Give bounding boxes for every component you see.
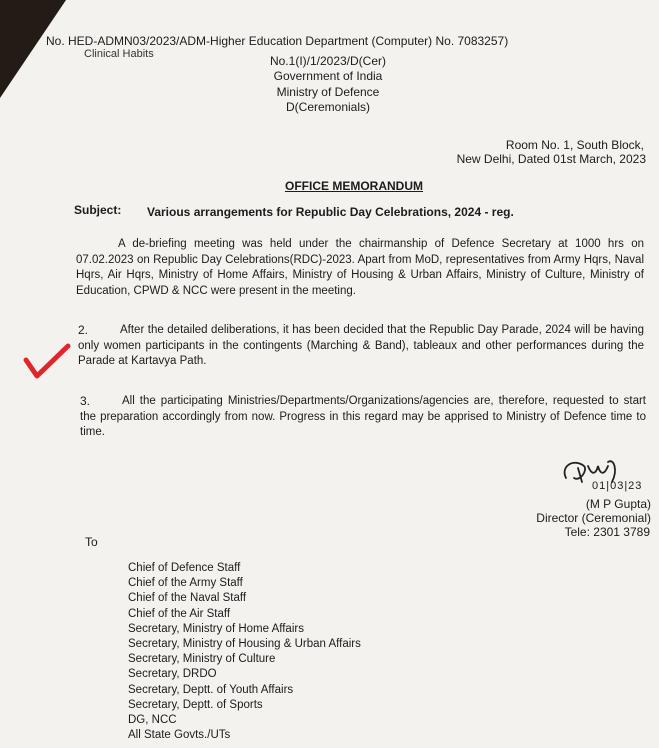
recipient-item: Secretary, Deptt. of Youth Affairs [128,683,294,696]
paragraph-2 [78,323,644,370]
division-heading: D(Ceremonials) [285,100,371,114]
paragraph-1 [76,237,644,299]
ministry-heading: Ministry of Defence [276,85,380,99]
file-number-line: No. HED-ADMN03/2023/ADM-Higher Education Department (Computer) No. 7083257) [46,34,509,48]
recipient-item: Chief of the Army Staff [128,577,243,590]
signatory-name: (M P Gupta) [585,497,651,511]
recipient-item: Chief of the Naval Staff [128,592,247,605]
government-heading: Government of India [273,69,383,83]
recipient-list [128,561,361,743]
subject-label: Subject: [74,203,122,217]
recipient-item: Secretary, Ministry of Culture [128,653,276,666]
recipient-item: Secretary, DRDO [128,668,217,681]
paragraph-3-number: 3. [80,394,91,408]
recipient-item: Chief of Defence Staff [128,562,241,574]
paragraph-2-number: 2. [78,323,89,337]
recipient-item: All State Govts./UTs [128,729,231,742]
subject-text: Various arrangements for Republic Day Celebrations, 2024 - reg. [147,205,514,219]
signatory-designation: Director (Ceremonial) [536,511,651,525]
recipient-item: Secretary, Ministry of Home Affairs [128,622,304,635]
reference-number: No.1(I)/1/2023/D(Cer) [269,54,387,68]
recipient-item: Secretary, Deptt. of Sports [128,698,263,711]
signatory-telephone: Tele: 2301 3789 [564,525,650,539]
paragraph-1-text: A de-briefing meeting was held under the chairmanship of Defence Secretary at 1000 hrs on 07.02.2023 on Republic Day Celebrations(RDC)-2023. Apart from MoD, representatives from Army Hqrs, Naval Hqrs, Air Hqrs, Ministry of Home Affairs, Ministry of Housing & Urban Affairs, Ministry of Culture, Ministry of Education, CPWD & NCC were present in the meeting. [76,238,644,297]
paragraph-2-text: After the detailed deliberations, it has been decided that the Republic Day Parade, 2024 will be having only women participants in the contingents (Marching & Band), tableaux and other performances during the Parade at Kartavya Path. [78,324,644,367]
memo-title: OFFICE MEMORANDUM [285,179,423,193]
recipient-item: Secretary, Ministry of Housing & Urban Affairs [128,638,361,651]
paragraph-3-text: All the participating Ministries/Departments/Organizations/agencies are, therefore, requested to start the preparation accordingly from now. Progress in this regard may be apprised to Ministry of Defence time to time. [80,395,646,438]
to-label: To [85,535,98,549]
recipient-item: Chief of the Air Staff [128,607,231,620]
place-date: New Delhi, Dated 01st March, 2023 [456,152,646,166]
recipient-item: DG, NCC [128,714,177,727]
signature-date: 01|03|23 [592,480,643,492]
paragraph-3 [80,394,646,441]
red-check-mark-icon [22,340,74,382]
room-address: Room No. 1, South Block, [505,138,644,152]
file-subline: Clinical Habits [84,48,154,60]
